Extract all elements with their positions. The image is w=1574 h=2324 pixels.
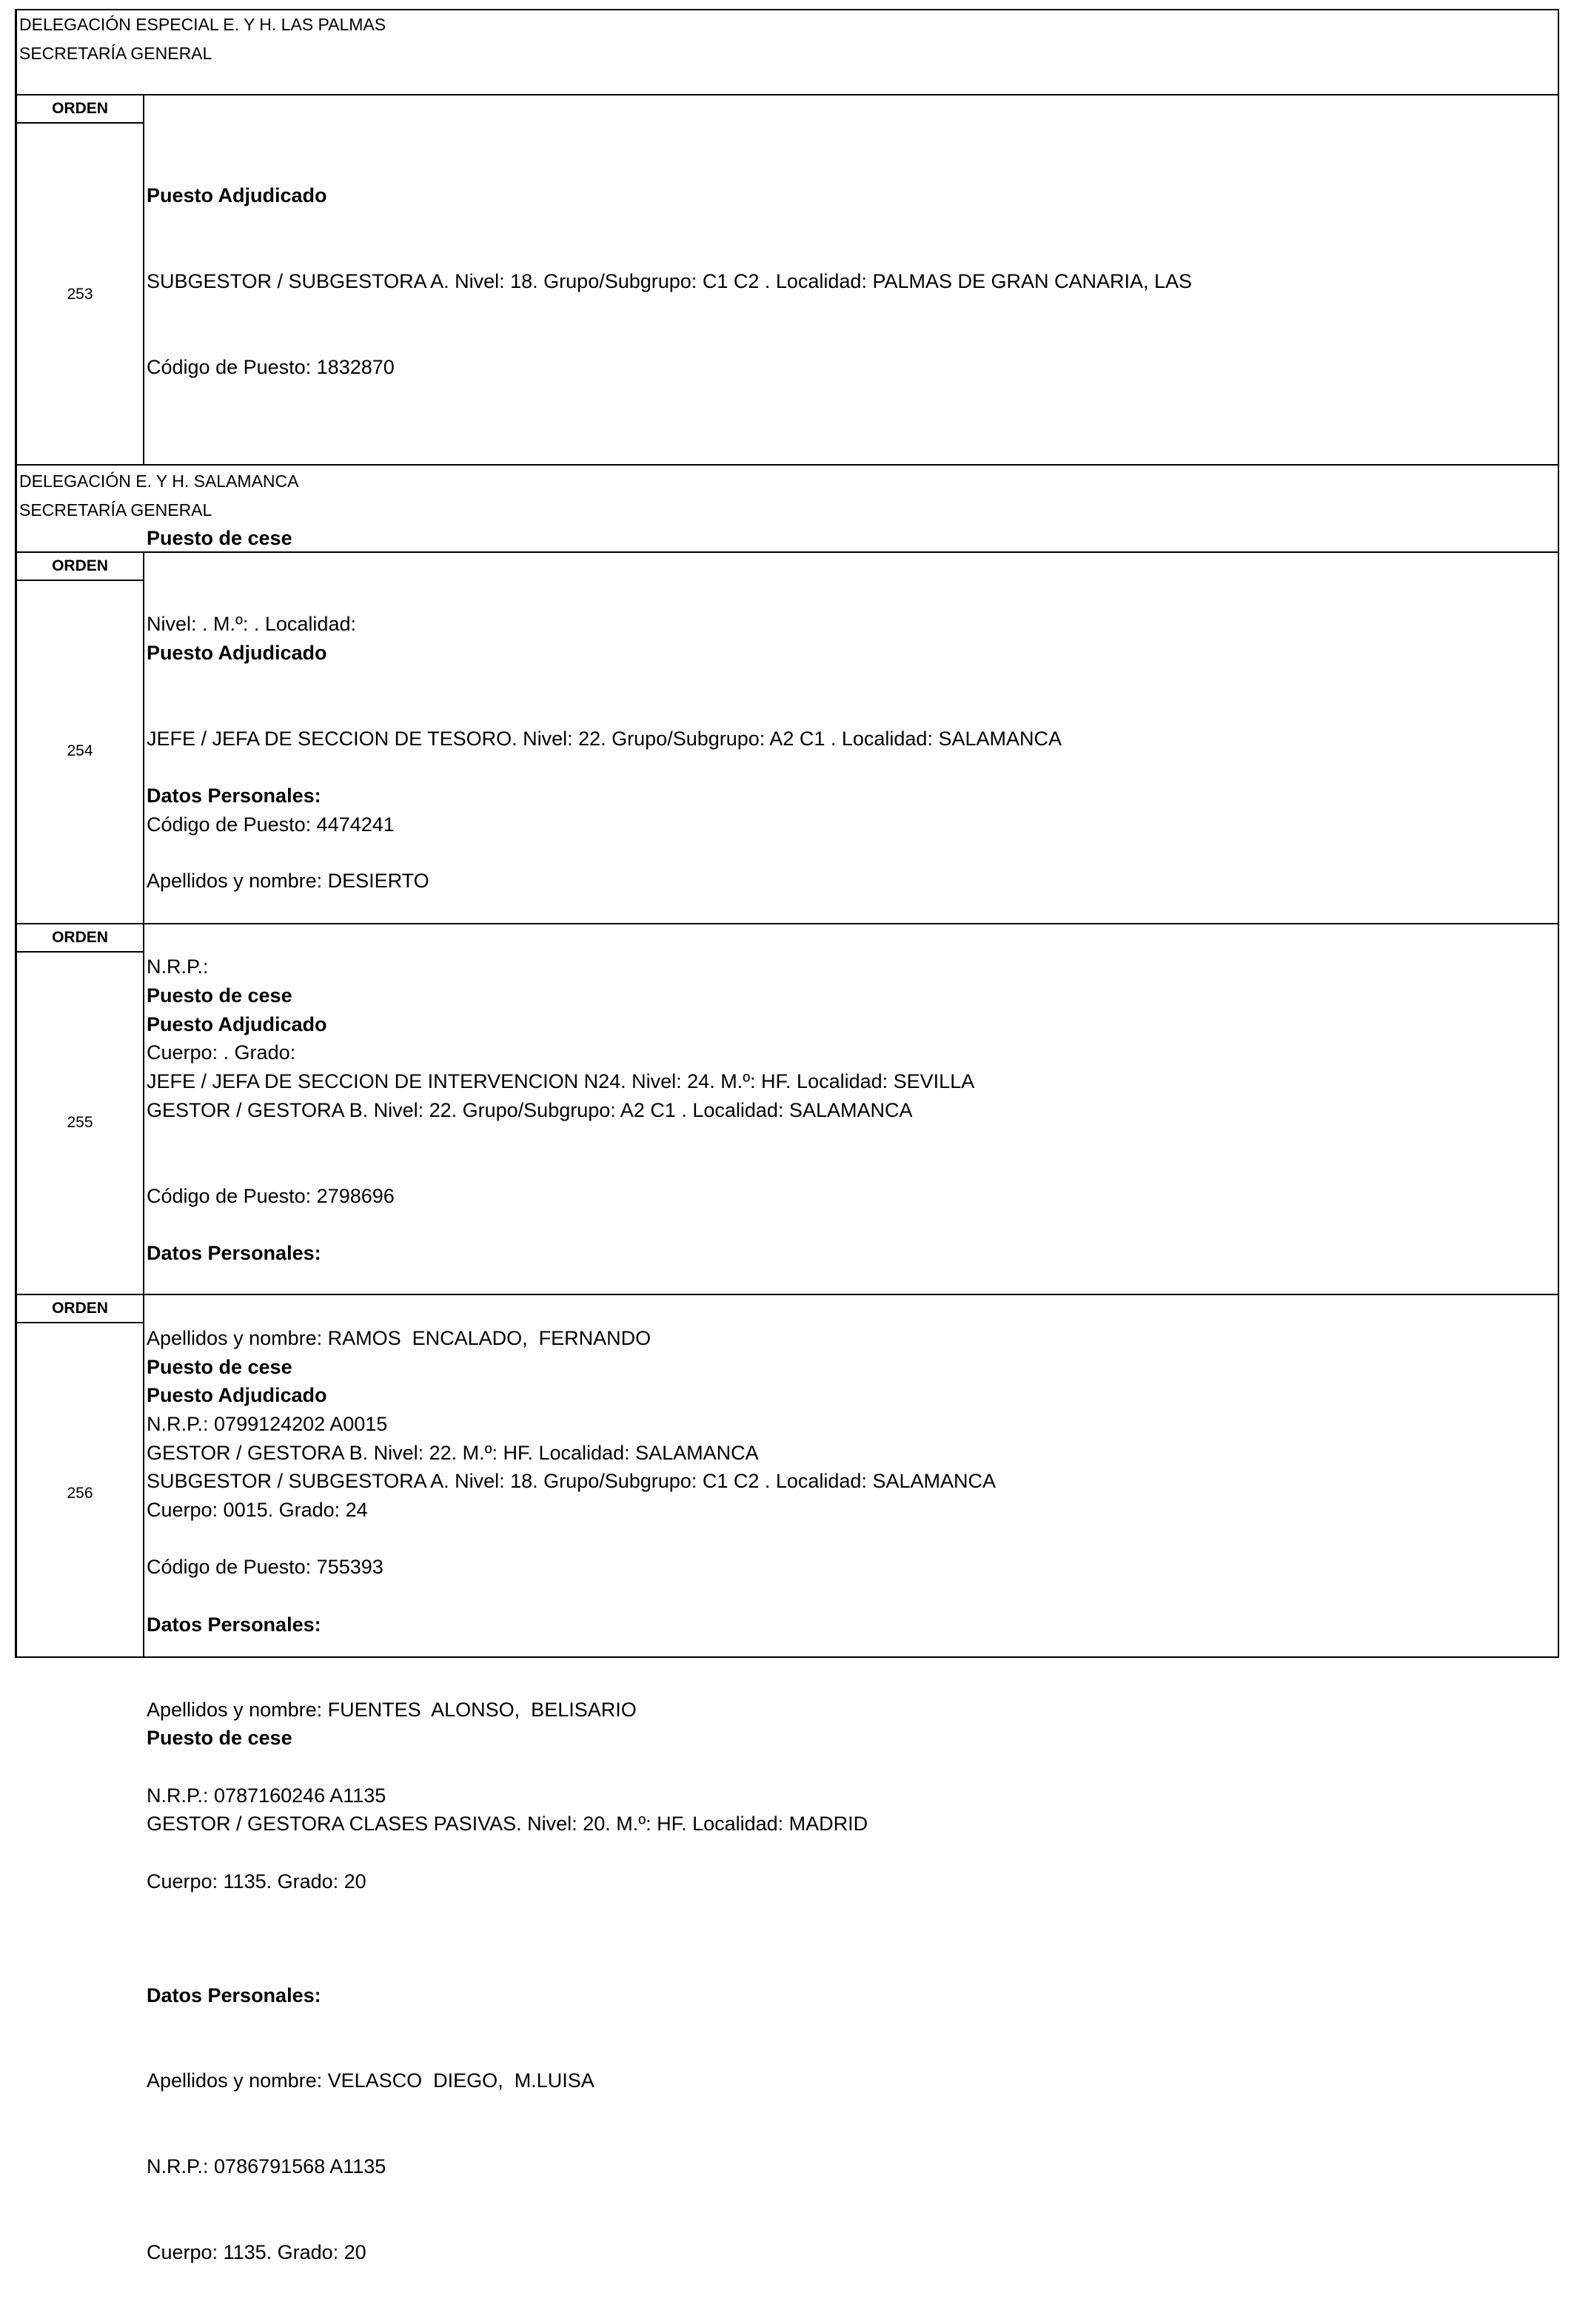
orden-number: 255: [67, 1114, 93, 1131]
cese-value: GESTOR / GESTORA CLASES PASIVAS. Nivel: 20. M.º: HF. Localidad: MADRID: [147, 1813, 868, 1836]
adjudicado-value: GESTOR / GESTORA B. Nivel: 22. Grupo/Subgrupo: A2 C1 . Localidad: SALAMANCA: [147, 1098, 913, 1121]
cuerpo-grado: Cuerpo: 1135. Grado: 20: [147, 2241, 366, 2263]
orden-number: 256: [67, 1485, 93, 1502]
divider: [17, 1294, 1558, 1295]
codigo-puesto: Código de Puesto: 2798696: [147, 1184, 395, 1207]
cese-value: Nivel: . M.º: . Localidad:: [147, 613, 356, 636]
divider: [17, 1322, 143, 1323]
orden-label: ORDEN: [52, 100, 108, 117]
nrp: N.R.P.: 0799124202 A0015: [147, 1413, 388, 1436]
orden-number: 254: [67, 742, 93, 759]
apellidos-nombre: Apellidos y nombre: DESIERTO: [147, 870, 429, 893]
column-divider: [143, 94, 144, 464]
orden-number: 253: [67, 286, 93, 303]
adjudicado-label: Puesto Adjudicado: [147, 184, 327, 207]
assignment-table: [15, 9, 1559, 2263]
cese-value: JEFE / JEFA DE SECCION DE INTERVENCION N24. Nivel: 24. M.º: HF. Localidad: SEVILLA: [147, 1070, 975, 1093]
cese-value: GESTOR / GESTORA B. Nivel: 22. M.º: HF. Localidad: SALAMANCA: [147, 1442, 759, 1465]
personales-label: Datos Personales:: [147, 784, 321, 807]
nrp: N.R.P.: 0787160246 A1135: [147, 1784, 386, 1807]
divider: [17, 951, 143, 953]
cuerpo-grado: Cuerpo: 0015. Grado: 24: [147, 1499, 368, 1521]
orden-label: ORDEN: [52, 557, 108, 574]
adjudicado-value: JEFE / JEFA DE SECCION DE TESORO. Nivel: 22. Grupo/Subgrupo: A2 C1 . Localidad: SALAMANCA: [147, 727, 1062, 750]
cese-label: Puesto de cese: [147, 984, 292, 1007]
divider: [17, 580, 143, 581]
section-header-delegation: DELEGACIÓN ESPECIAL E. Y H. LAS PALMAS: [19, 15, 386, 34]
column-divider: [143, 551, 144, 1658]
nrp: N.R.P.:: [147, 956, 209, 978]
cuerpo-grado: Cuerpo: . Grado:: [147, 1041, 296, 1064]
divider: [17, 122, 143, 124]
cese-label: Puesto de cese: [147, 1727, 292, 1750]
section-header-secretariat: SECRETARÍA GENERAL: [19, 44, 212, 63]
adjudicado-label: Puesto Adjudicado: [147, 642, 327, 665]
section-header-delegation: DELEGACIÓN E. Y H. SALAMANCA: [19, 471, 299, 491]
codigo-puesto: Código de Puesto: 755393: [147, 1555, 384, 1578]
section-header-secretariat: SECRETARÍA GENERAL: [19, 500, 212, 520]
personales-label: Datos Personales:: [147, 1984, 321, 2006]
personales-label: Datos Personales:: [147, 1613, 321, 1636]
divider: [17, 464, 1558, 466]
divider: [17, 551, 1558, 553]
cese-label: Puesto de cese: [147, 527, 292, 550]
adjudicado-value: SUBGESTOR / SUBGESTORA A. Nivel: 18. Grupo/Subgrupo: C1 C2 . Localidad: PALMAS DE GRAN CANARIA, LAS: [147, 269, 1193, 292]
cese-label: Puesto de cese: [147, 1356, 292, 1379]
divider: [17, 923, 1558, 924]
adjudicado-label: Puesto Adjudicado: [147, 1384, 327, 1407]
adjudicado-value: SUBGESTOR / SUBGESTORA A. Nivel: 18. Grupo/Subgrupo: C1 C2 . Localidad: SALAMANCA: [147, 1469, 996, 1492]
codigo-puesto: Código de Puesto: 1832870: [147, 355, 395, 378]
divider: [17, 94, 1558, 95]
nrp: N.R.P.: 0786791568 A1135: [147, 2155, 386, 2178]
personales-label: Datos Personales:: [147, 1241, 321, 1264]
apellidos-nombre: Apellidos y nombre: FUENTES ALONSO, BELISARIO: [147, 1699, 637, 1722]
apellidos-nombre: Apellidos y nombre: VELASCO DIEGO, M.LUISA: [147, 2069, 595, 2092]
cuerpo-grado: Cuerpo: 1135. Grado: 20: [147, 1870, 366, 1893]
orden-label: ORDEN: [52, 929, 108, 946]
apellidos-nombre: Apellidos y nombre: RAMOS ENCALADO, FERNANDO: [147, 1327, 652, 1350]
orden-label: ORDEN: [52, 1300, 108, 1317]
entry-details: [147, 1324, 996, 2324]
codigo-puesto: Código de Puesto: 4474241: [147, 813, 395, 836]
adjudicado-label: Puesto Adjudicado: [147, 1013, 327, 1036]
